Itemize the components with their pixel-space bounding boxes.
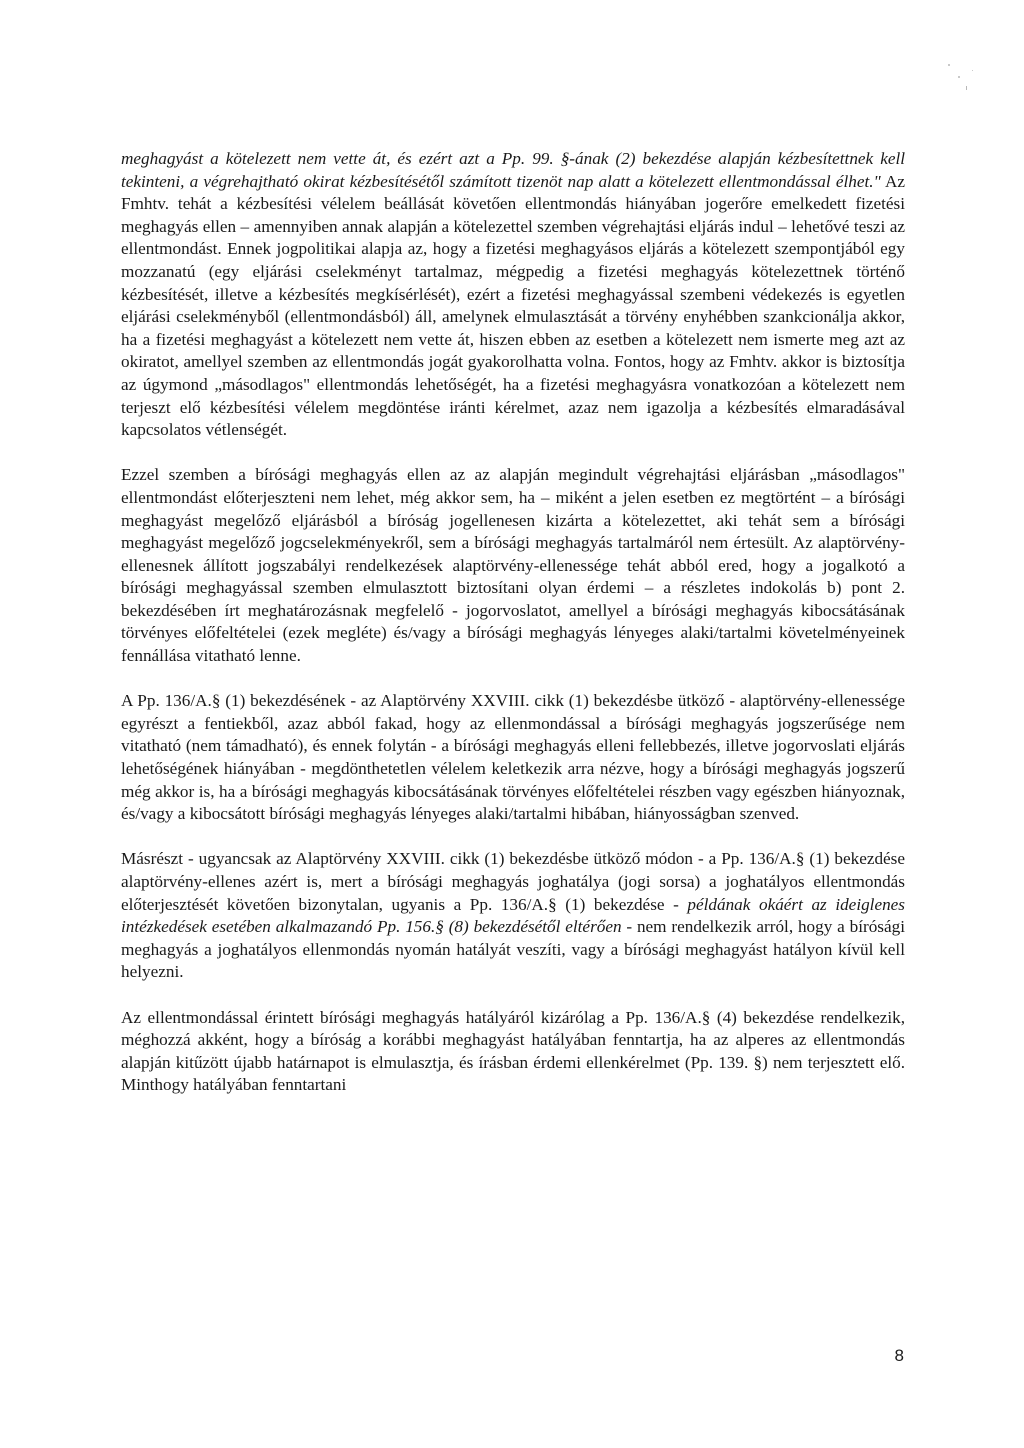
paragraph	[121, 464, 905, 667]
text-segment: Az Fmhtv. tehát a kézbesítési vélelem beállását követően ellentmondás hiányában jogerőre emelkedett fizetési meghagyás ellen – amennyiben annak alapján a kötelezettel szemben végrehajtási eljárás indul – lehetővé teszi az ellentmondást. Ennek jogpolitikai alapja az, hogy a fizetési meghagyásos eljárás a kötelezett szempontjából egy mozzanatú (egy eljárási cselekményt tartalmaz, mégpedig a fizetési meghagyás kötelezettnek történő kézbesítését, illetve a kézbesítés megkísérlését), ezért a fizetési meghagyással szembeni védekezés is egyetlen eljárási cselekményből (ellentmondásból) áll, amelynek elmulasztását a törvény enyhébben szankcionálja akkor, ha a fizetési meghagyást a kötelezett nem vette át, hiszen ebben az esetben a kötelezett nem ismerte meg azt az okiratot, amellyel szemben az ellentmondás jogát gyakorolhatta volna. Fontos, hogy az Fmhtv. akkor is biztosítja az úgymond „másodlagos" ellentmondás lehetőségét, ha a fizetési meghagyásra vonatkozóan a kötelezett nem terjeszt elő kézbesítési vélelem megdöntése iránti kérelmet, azaz nem igazolja a kézbesítés elmaradásával kapcsolatos vétlenségét.	[121, 171, 906, 440]
italic-text-segment: példának okáért az ideiglenes intézkedések esetében alkalmazandó Pp. 156.§ (8) bekezdésétől eltérően	[121, 894, 905, 937]
paragraph	[121, 1007, 905, 1097]
page-number: 8	[894, 1346, 904, 1365]
document-body	[121, 148, 905, 1097]
paragraph	[121, 148, 905, 442]
text-segment: Az ellentmondással érintett bírósági meghagyás hatályáról kizárólag a Pp. 136/A.§ (4) bekezdése rendelkezik, méghozzá akként, hogy a bíróság a korábbi meghagyást hatályában fenntartja, ha az alperes az ellentmondás alapján kitűzött újabb határnapot is elmulasztja, és írásban érdemi ellenkérelmet (Pp. 139. §) nem terjesztett elő. Minthogy hatályában fenntartani	[121, 1007, 905, 1095]
italic-text-segment: meghagyást a kötelezett nem vette át, és ezért azt a Pp. 99. §-ának (2) bekezdése alapján kézbesítettnek kell tekinteni, a végrehajtható okirat kézbesítésétől számított tizenöt nap alatt a kötelezett ellentmondással élhet."	[121, 149, 905, 191]
text-segment: Ezzel szemben a bírósági meghagyás ellen az az alapján megindult végrehajtási eljárásban „másodlagos" ellentmondást előterjeszteni nem lehet, még akkor sem, ha – miként a jelen esetben ez megtörtént – a bírósági meghagyást megelőző eljárásból a bíróság jogellenesen kizárta a kötelezettet, aki tehát sem a bírósági meghagyást megelőző jogcselekményekről, sem a bírósági meghagyás tartalmáról nem értesült. Az alaptörvény-ellenesnek állított jogszabályi rendelkezések alaptörvény-ellenessége tehát abból ered, hogy a jogalkotó a bírósági meghagyással szemben elmulasztott biztosítani olyan érdemi – a részletes indokolás b) pont 2. bekezdésében írt meghatározásnak megfelelő - jogorvoslatot, amellyel a bírósági meghagyás kibocsátásának törvényes előfeltételei (ezek megléte) és/vagy a bírósági meghagyás lényeges alaki/tartalmi követelményeinek fennállása vitatható lenne.	[121, 465, 905, 666]
paragraph	[121, 690, 905, 826]
text-segment: - nem rendelkezik arról, hogy a bírósági meghagyás a joghatályos ellenmondás nyomán hatályát veszíti, vagy a bírósági meghagyást hatályon kívül kell helyezni.	[121, 917, 905, 982]
scan-specks	[944, 62, 984, 102]
paragraph	[121, 848, 905, 984]
text-segment: A Pp. 136/A.§ (1) bekezdésének - az Alaptörvény XXVIII. cikk (1) bekezdésbe ütköző - alaptörvény-ellenessége egyrészt a fentiekből, azaz abból fakad, hogy az ellenmondással a bírósági meghagyás jogszerűsége nem vitatható (nem támadható), és ennek folytán - a bírósági meghagyás elleni fellebbezés, illetve jogorvoslati eljárás lehetőségének hiányában - megdönthetetlen vélelem keletkezik arra nézve, hogy a bírósági meghagyás jogszerű még akkor is, ha a bírósági meghagyás kibocsátásának törvényes előfeltételei részben vagy egészben hiányoznak, és/vagy a kibocsátott bírósági meghagyás lényeges alaki/tartalmi hibában, hiányosságban szenved.	[121, 691, 905, 824]
text-segment: Másrészt - ugyancsak az Alaptörvény XXVIII. cikk (1) bekezdésbe ütköző módon - a Pp. 136/A.§ (1) bekezdése alaptörvény-ellenes azért is, mert a bírósági meghagyás joghatálya (jogi sorsa) a joghatályos ellentmondás előterjesztését követően bizonytalan, ugyanis a Pp. 136/A.§ (1) bekezdése -	[121, 849, 905, 914]
